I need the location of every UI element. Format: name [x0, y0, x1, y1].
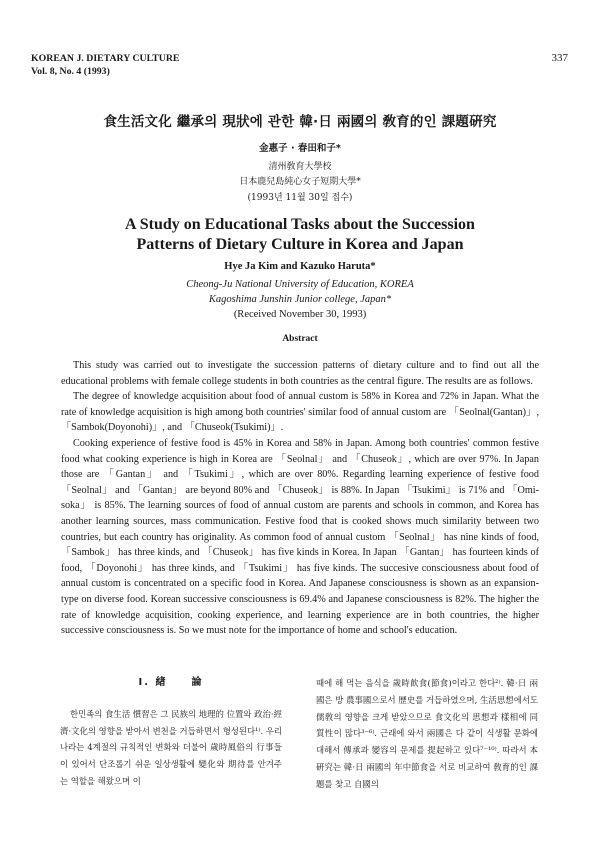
abstract-paragraph: The degree of knowledge acquisition about food of annual custom is 58% in Korea and 72% in Japan. What the rate of knowledge acquisition is high among both countries' similar food of annual custom are 「Seolnal(Gantan)」, 「Sambok(Doyonohi)」, and 「Chuseok(Tsukimi)」.	[61, 391, 539, 434]
english-title-line-1: A Study on Educational Tasks about the Succession	[125, 216, 475, 233]
abstract-paragraph: This study was carried out to investigate the succession patterns of dietary culture and to find out all the educational problems with female college students in both countries as the central figure. The results are as follows.	[61, 360, 539, 387]
abstract-paragraph: Cooking experience of festive food is 45% in Korea and 58% in Japan. Among both countries' common festive food what cooking experience is high in Korea are 「Seolnal」 and 「Chuseok」, which are over 97%. In Japan those are 「Gantan」 and 「Tsukimi」, which are over 80%. Regarding learning experience of festive food 「Seolnal」 and 「Gantan」 are beyond 80% and 「Chuseok」 is 88%. In Japan 「Tsukimi」 is 71% and 「Omi-soka」 is 85%. The learning sources of food of annual custom are parents and schools in common, and Korea has another learning sources, mass communication. Festive food that is cooked shows much similarity between two countries, but each country has originality. As common food of annual custom 「Seolnal」 has nine kinds of food, 「Sambok」 has three kinds, and 「Chuseok」 has five kinds in Korea. In Japan 「Gantan」 has fourteen kinds of food, 「Doyonohi」 has three kinds, and 「Tsukimi」 has five kinds. The succesive consciousness about food of annual custom is concentrated on a specific food in Korea. And Japanese consciousness is shown as an expansion-type on diverse food. Korean successive consciousness is 69.4% and Japanese consciousness is 82%. The higher the rate of knowledge acquisition, cooking experience, and learning experience are in both countries, the higher successive consciousness is. So we must note for the importance of home and school's education.	[61, 437, 539, 637]
abstract-body	[61, 358, 539, 639]
korean-authors: 金惠子 · 春田和子*	[259, 143, 341, 154]
english-affiliation-1: Cheong-Ju National University of Education, KOREA	[186, 279, 414, 290]
korean-affiliation-2: 日本鹿兒島純心女子短期大學*	[239, 177, 361, 187]
journal-name: KOREAN J. DIETARY CULTURE	[31, 53, 180, 64]
korean-title: 食生活文化 繼承의 現狀에 관한 韓·日 兩國의 敎育的인 課題硏究	[103, 114, 497, 130]
korean-affiliation-1: 淸州敎育大學校	[268, 162, 332, 172]
body-column-right	[316, 675, 538, 793]
journal-header	[31, 52, 291, 78]
abstract-heading: Abstract	[282, 334, 318, 344]
english-affiliation-2: Kagoshima Junshin Junior college, Japan*	[208, 294, 392, 305]
korean-received-date: (1993년 11월 30일 접수)	[247, 193, 353, 203]
body-column-left	[60, 675, 282, 790]
journal-volume: Vol. 8, No. 4 (1993)	[31, 66, 110, 77]
english-received-date: (Received November 30, 1993)	[233, 309, 367, 320]
body-paragraph: 때에 해 먹는 음식을 歲時飮食(節食)이라고 한다²⁾. 韓·日 兩國은 방 農事國으로서 歷史를 거듭하였으며, 生活思想에서도 儒敎의 영향을 크게 받았으므로 食文化의 思想과 樣相에 同質性이 많다³⁻⁶⁾. 근래에 와서 兩國은 다 같이 식생활 문화에 대해서 傳承과 變容의 문제를 提起하고 있다⁷⁻¹⁰⁾. 따라서 本硏究는 韓·日 兩國의 年中節食을 서로 비교하여 敎育的인 課題를 찾고 自國의	[316, 678, 538, 789]
page-number: 337	[551, 52, 568, 64]
english-authors: Hye Ja Kim and Kazuko Haruta*	[224, 261, 376, 272]
section-heading-introduction: I. 緖 論	[138, 677, 204, 688]
body-paragraph: 한민족의 食生活 慣習은 그 民族의 地理的 位置와 政治·經濟·文化의 영향을 받아서 변천을 거듭하면서 형성된다¹⁾. 우리나라는 4계절의 규칙적인 변화와 더불어 歲時風俗의 行事들이 있어서 단조롭기 쉬운 일상생활에 變化와 期待를 안겨주는 역할을 해왔으며 이	[60, 708, 282, 786]
english-title-line-2: Patterns of Dietary Culture in Korea and Japan	[136, 236, 464, 253]
english-title	[0, 215, 600, 255]
